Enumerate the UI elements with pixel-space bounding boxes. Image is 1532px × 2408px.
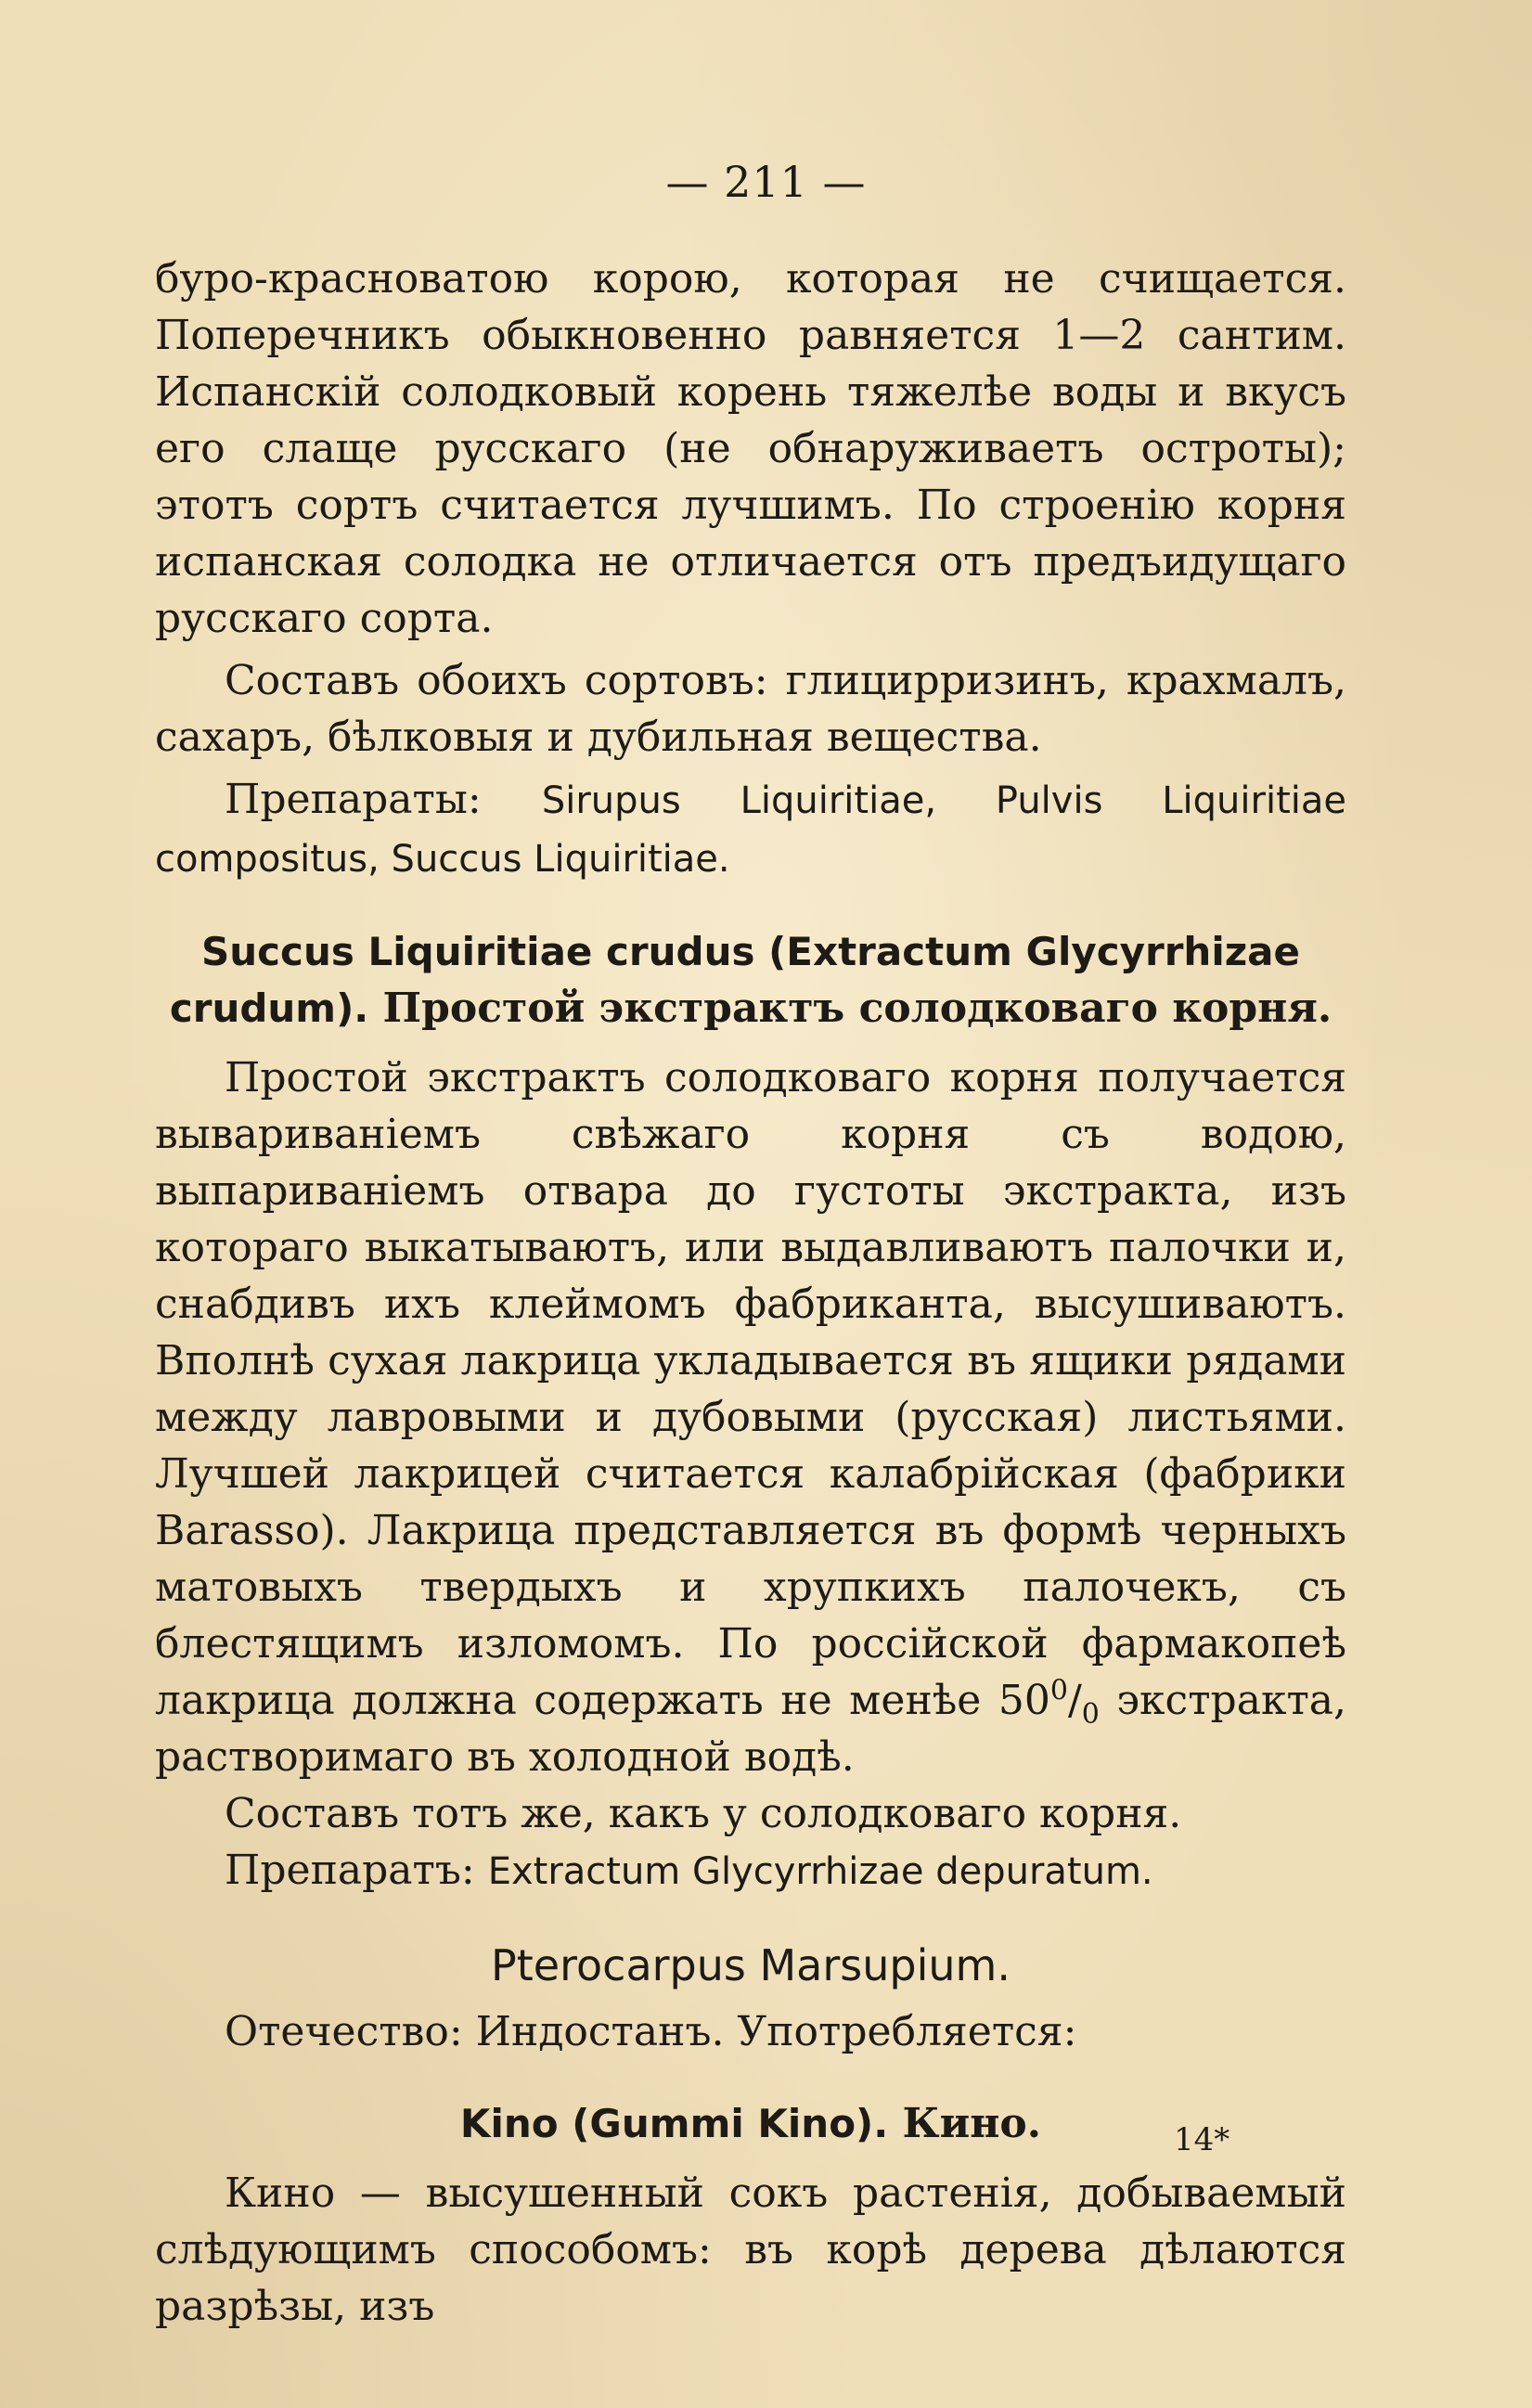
section-title-latin: Succus Liquiritiae crudus (Extractum Glycyrrhizae crudum). <box>169 929 1300 1031</box>
species-name: Pterocarpus Marsupium. <box>491 1940 1011 1990</box>
preparations-latin: Sirupus Liquiritiae, Pulvis Liquiritiae compositus, Succus Liquiritiae. <box>155 779 1346 881</box>
paragraph-origin: Отечество: Индостанъ. Употребляется: <box>225 2008 1077 2055</box>
page-body <box>155 251 1346 2335</box>
paragraph-composition-2: Составъ тотъ же, какъ у солодковаго корня. <box>225 1790 1182 1837</box>
paragraph-continuation: буро-красноватою корою, которая не счищается. Поперечникъ обыкновенно равняется 1—2 сантим. Испанскій солодковый корень тяжелѣе воды и вкусъ его слаще русскаго (не обнаруживаетъ остроты); этотъ сортъ считается лучшимъ. По строенію корня испанская солодка не отличается отъ предъидущаго русскаго сорта. <box>155 255 1346 642</box>
paragraph-extract-main: Простой экстрактъ солодковаго корня получается вывариваніемъ свѣжаго корня съ водою, выпариваніемъ отвара до густоты экстракта, изъ котораго выкатываютъ, или выдавливаютъ палочки и, снабдивъ ихъ клеймомъ фабриканта, высушиваютъ. Вполнѣ сухая лакрица укладывается въ ящики рядами между лавровыми и дубовыми (русская) листьями. Лучшей лакрицей считается калабрійская (фабрики Barassо). Лакрица представляется въ формѣ черныхъ матовыхъ твердыхъ и хрупкихъ палочекъ, съ блестящимъ изломомъ. По россійской фармакопеѣ лакрица должна содержать не менѣе 50 <box>155 1054 1346 1724</box>
paragraph-extract <box>155 1049 1346 1785</box>
section-title-kino-latin: Kino (Gummi Kino). <box>459 2101 889 2146</box>
paragraph-extract-end: экстракта, растворимаго въ холодной водѣ. <box>155 1677 1347 1781</box>
page-number: — 211 — <box>665 157 867 207</box>
preparation-label: Препаратъ: <box>225 1847 488 1894</box>
percent-sup: 0 <box>1049 1674 1068 1707</box>
section-title-kino-russian: Кино. <box>888 2100 1042 2147</box>
paragraph-preparation-2 <box>155 1842 1346 1900</box>
percent-sub: 0 <box>1081 1697 1100 1731</box>
paragraph-composition: Составъ обоихъ сортовъ: глицирризинъ, крахмалъ, сахаръ, бѣлковыя и дубильная вещества. <box>155 657 1346 761</box>
preparation-latin: Extractum Glycyrrhizae depuratum. <box>487 1850 1153 1893</box>
percent-slash: / <box>1067 1677 1082 1724</box>
signature-mark: 14* <box>1174 2121 1230 2158</box>
section-title-russian: Простой экстрактъ солодковаго корня. <box>368 985 1332 1032</box>
preparations-label: Препараты: <box>225 776 542 823</box>
section-title-kino <box>155 2095 1346 2152</box>
section-title-succus <box>155 923 1346 1037</box>
paragraph-kino: Кино — высушенный сокъ растенія, добываемый слѣдующимъ способомъ: въ корѣ дерева дѣлаются разрѣзы, изъ <box>155 2170 1346 2330</box>
paragraph-preparations <box>155 771 1346 888</box>
